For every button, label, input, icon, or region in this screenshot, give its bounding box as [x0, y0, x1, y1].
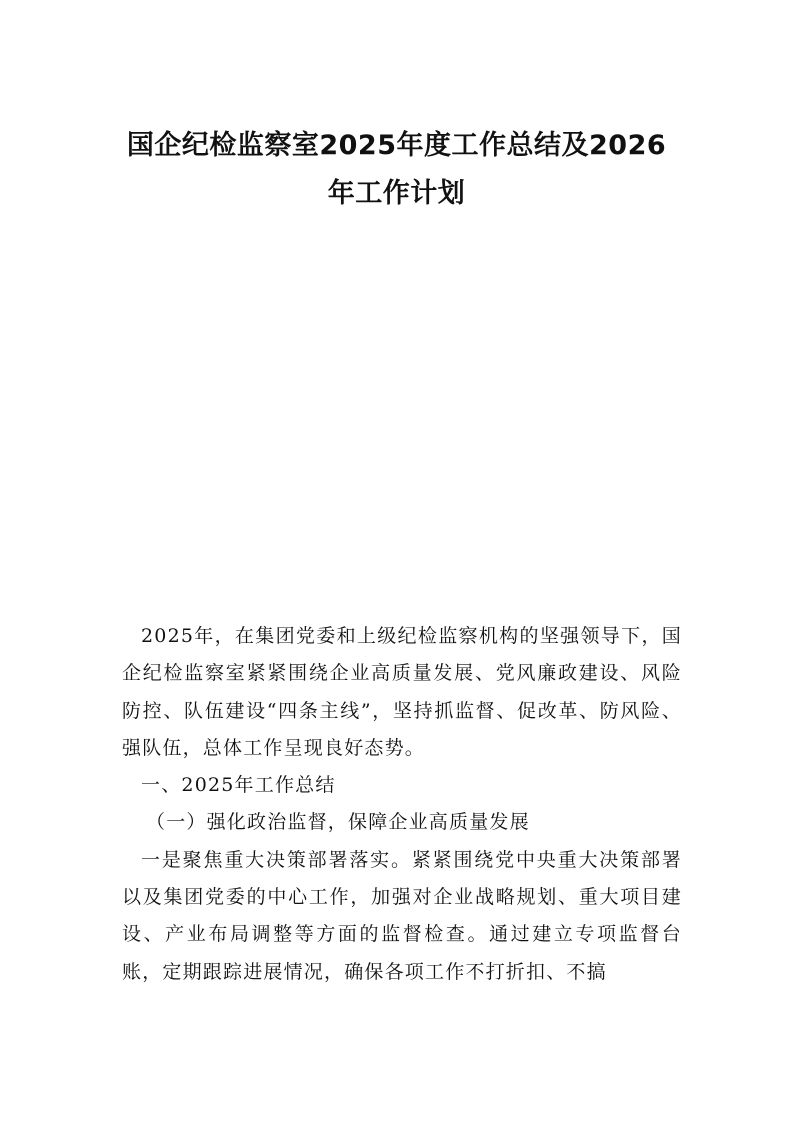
document-title — [100, 122, 693, 218]
intro-paragraph: 2025年，在集团党委和上级纪检监察机构的坚强领导下，国企纪检监察室紧紧围绕企业高质量发展、党风廉政建设、风险防控、队伍建设“四条主线”，坚持抓监督、促改革、防风险、强队伍，总体工作呈现良好态势。 — [122, 625, 682, 759]
subsection-heading: （一）强化政治监督，保障企业高质量发展 — [146, 811, 530, 834]
title-line-2: 年工作计划 — [327, 178, 466, 209]
section-heading: 一、2025年工作总结 — [141, 774, 336, 797]
title-line-1: 国企纪检监察室2025年度工作总结及2026 — [126, 130, 667, 161]
document-body — [122, 618, 682, 991]
body-paragraph: 一是聚焦重大决策部署落实。紧紧围绕党中央重大决策部署以及集团党委的中心工作，加强对企业战略规划、重大项目建设、产业布局调整等方面的监督检查。通过建立专项监督台账，定期跟踪进展情况，确保各项工作不打折扣、不搞 — [122, 848, 682, 983]
